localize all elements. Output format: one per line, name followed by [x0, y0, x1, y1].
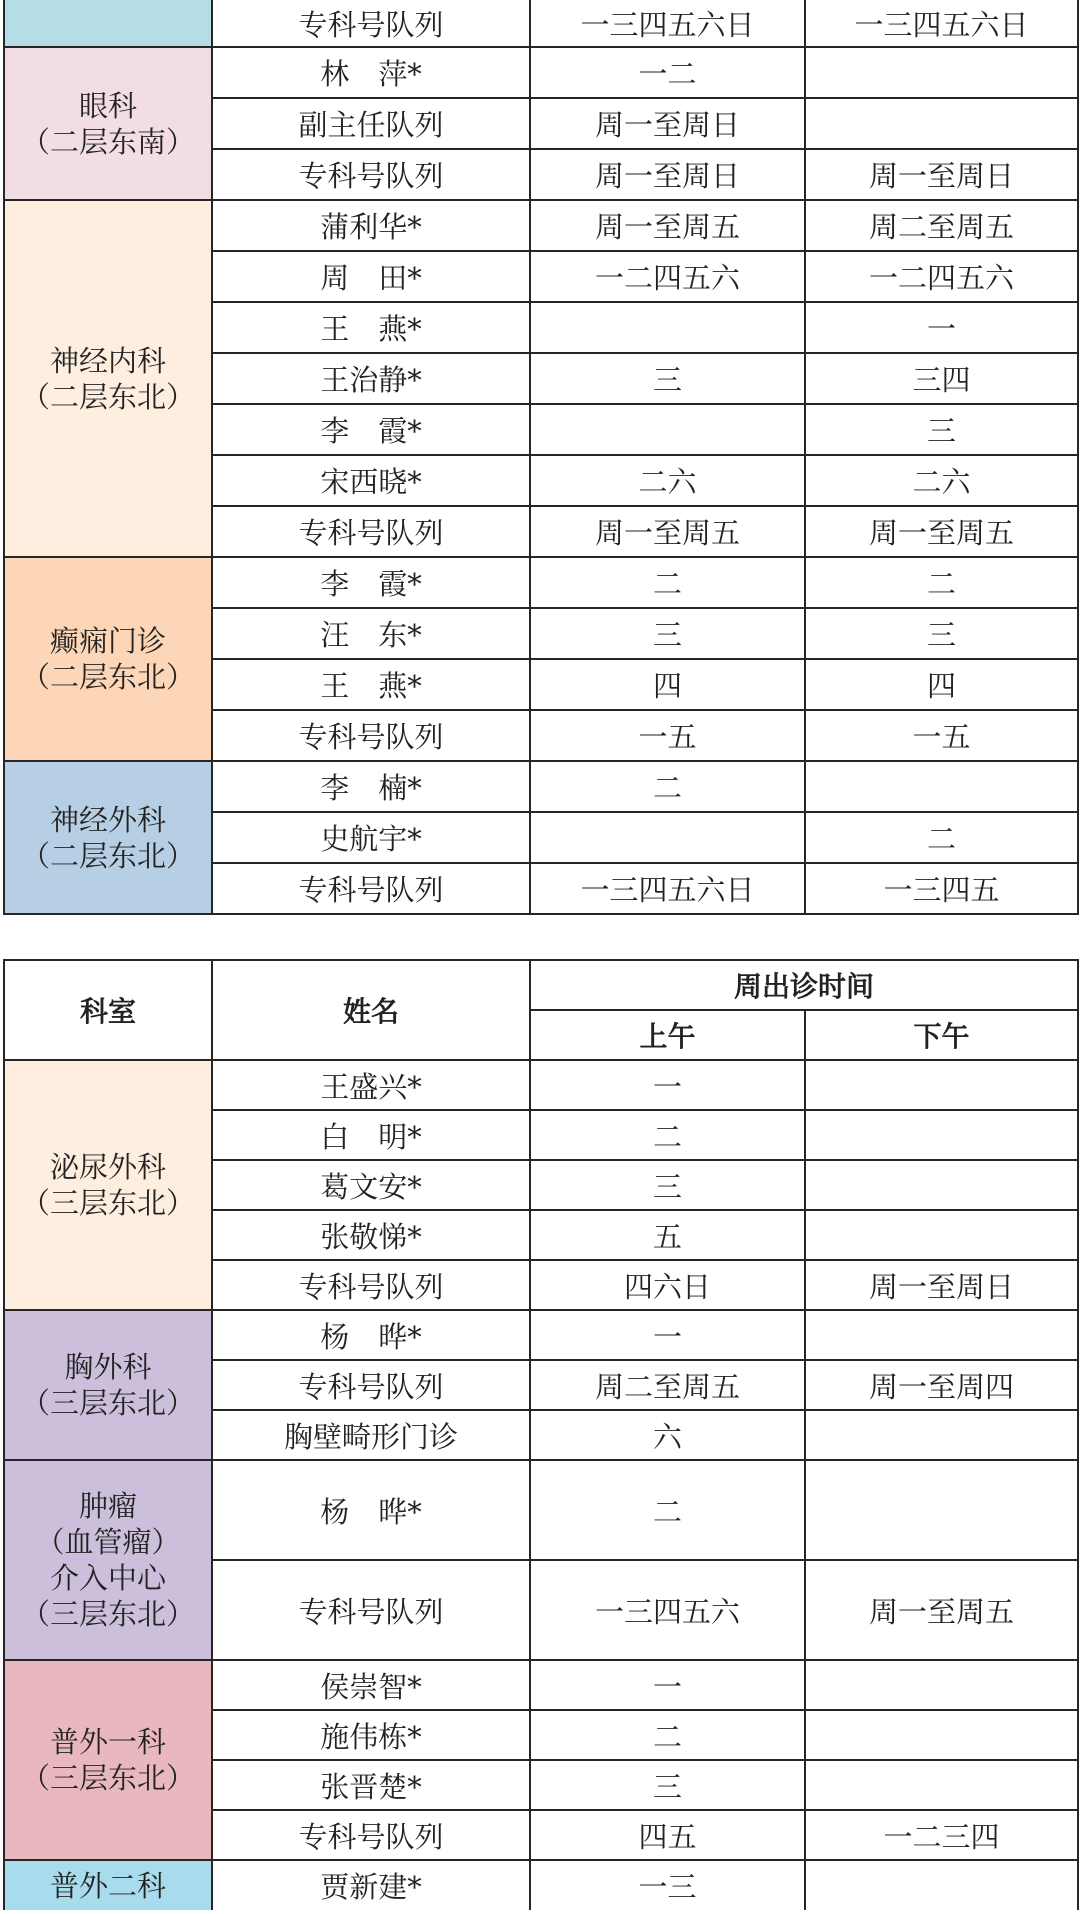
- am-slot-cell: [530, 812, 805, 863]
- pm-slot-cell: 周一至周日: [805, 1260, 1078, 1310]
- table-row: [4, 761, 1078, 812]
- doctor-name-cell: 李 霞*: [212, 557, 530, 608]
- pm-slot-cell: [805, 1060, 1078, 1110]
- pm-slot-cell: [805, 1860, 1078, 1910]
- dept-cell: 普外一科 （三层东北）: [4, 1660, 212, 1860]
- table-row: [4, 1860, 1078, 1910]
- table-row: [4, 200, 1078, 251]
- pm-slot-cell: 四: [805, 659, 1078, 710]
- am-slot-cell: 四五: [530, 1810, 805, 1860]
- doctor-name-cell: 王盛兴*: [212, 1060, 530, 1110]
- schedule-table-header: [4, 960, 1078, 1060]
- am-slot-cell: 六: [530, 1410, 805, 1460]
- doctor-name-cell: 汪 东*: [212, 608, 530, 659]
- dept-cell: 癫痫门诊 （二层东北）: [4, 557, 212, 761]
- am-slot-cell: 二: [530, 557, 805, 608]
- doctor-name-cell: 王治静*: [212, 353, 530, 404]
- pm-slot-cell: 三: [805, 404, 1078, 455]
- header-name: 姓名: [212, 960, 530, 1060]
- pm-slot-cell: [805, 98, 1078, 149]
- pm-slot-cell: [805, 761, 1078, 812]
- am-slot-cell: 周一至周五: [530, 506, 805, 557]
- doctor-name-cell: 贾新建*: [212, 1860, 530, 1910]
- am-slot-cell: 周一至周日: [530, 98, 805, 149]
- pm-slot-cell: [805, 1660, 1078, 1710]
- doctor-name-cell: 林 萍*: [212, 47, 530, 98]
- pm-slot-cell: [805, 1210, 1078, 1260]
- dept-cell: 神经内科 （二层东北）: [4, 200, 212, 557]
- schedule-table-bottom: [3, 959, 1079, 1910]
- pm-slot-cell: 周一至周五: [805, 1560, 1078, 1660]
- am-slot-cell: 二六: [530, 455, 805, 506]
- schedule-table-top: [3, 0, 1079, 915]
- pm-slot-cell: 周二至周五: [805, 200, 1078, 251]
- pm-slot-cell: 三四: [805, 353, 1078, 404]
- table-row: [4, 1060, 1078, 1110]
- table-row: [4, 47, 1078, 98]
- pm-slot-cell: 三: [805, 608, 1078, 659]
- pm-slot-cell: [805, 1310, 1078, 1360]
- doctor-name-cell: 专科号队列: [212, 863, 530, 914]
- pm-slot-cell: 一二三四: [805, 1810, 1078, 1860]
- pm-slot-cell: 二: [805, 812, 1078, 863]
- doctor-name-cell: 专科号队列: [212, 1810, 530, 1860]
- doctor-name-cell: 专科号队列: [212, 1260, 530, 1310]
- pm-slot-cell: 一二四五六: [805, 251, 1078, 302]
- doctor-name-cell: 王 燕*: [212, 302, 530, 353]
- pm-slot-cell: 二: [805, 557, 1078, 608]
- pm-slot-cell: [805, 47, 1078, 98]
- doctor-name-cell: 专科号队列: [212, 149, 530, 200]
- am-slot-cell: [530, 404, 805, 455]
- doctor-name-cell: 侯崇智*: [212, 1660, 530, 1710]
- doctor-name-cell: 张敬悌*: [212, 1210, 530, 1260]
- doctor-name-cell: 专科号队列: [212, 1360, 530, 1410]
- doctor-name-cell: 葛文安*: [212, 1160, 530, 1210]
- am-slot-cell: [530, 302, 805, 353]
- doctor-name-cell: 专科号队列: [212, 1560, 530, 1660]
- dept-cell: [4, 0, 212, 47]
- dept-cell: 胸外科 （三层东北）: [4, 1310, 212, 1460]
- doctor-name-cell: 副主任队列: [212, 98, 530, 149]
- am-slot-cell: 四六日: [530, 1260, 805, 1310]
- am-slot-cell: 一三: [530, 1860, 805, 1910]
- am-slot-cell: 二: [530, 761, 805, 812]
- pm-slot-cell: 周一至周四: [805, 1360, 1078, 1410]
- am-slot-cell: 周二至周五: [530, 1360, 805, 1410]
- am-slot-cell: 一三四五六日: [530, 863, 805, 914]
- table-row: [4, 1660, 1078, 1710]
- header-pm: 下午: [805, 1010, 1078, 1060]
- dept-cell: 肿瘤 （血管瘤） 介入中心 （三层东北）: [4, 1460, 212, 1660]
- dept-cell: 神经外科 （二层东北）: [4, 761, 212, 914]
- am-slot-cell: 五: [530, 1210, 805, 1260]
- pm-slot-cell: 二六: [805, 455, 1078, 506]
- pm-slot-cell: 一五: [805, 710, 1078, 761]
- table-row: [4, 1460, 1078, 1560]
- doctor-name-cell: 张晋楚*: [212, 1760, 530, 1810]
- doctor-name-cell: 专科号队列: [212, 710, 530, 761]
- header-weekly-time: 周出诊时间: [530, 960, 1078, 1010]
- am-slot-cell: 一三四五六: [530, 1560, 805, 1660]
- doctor-name-cell: 宋西晓*: [212, 455, 530, 506]
- doctor-name-cell: 周 田*: [212, 251, 530, 302]
- am-slot-cell: 三: [530, 353, 805, 404]
- doctor-name-cell: 王 燕*: [212, 659, 530, 710]
- am-slot-cell: 二: [530, 1460, 805, 1560]
- am-slot-cell: 四: [530, 659, 805, 710]
- doctor-name-cell: 杨 晔*: [212, 1310, 530, 1360]
- doctor-name-cell: 蒲利华*: [212, 200, 530, 251]
- table-row: [4, 1310, 1078, 1360]
- am-slot-cell: 周一至周五: [530, 200, 805, 251]
- table-row: [4, 0, 1078, 47]
- doctor-name-cell: 史航宇*: [212, 812, 530, 863]
- doctor-name-cell: 李 霞*: [212, 404, 530, 455]
- pm-slot-cell: 一三四五: [805, 863, 1078, 914]
- header-am: 上午: [530, 1010, 805, 1060]
- pm-slot-cell: [805, 1410, 1078, 1460]
- am-slot-cell: 三: [530, 1160, 805, 1210]
- doctor-name-cell: 专科号队列: [212, 0, 530, 47]
- doctor-name-cell: 白 明*: [212, 1110, 530, 1160]
- am-slot-cell: 一: [530, 1310, 805, 1360]
- am-slot-cell: 二: [530, 1710, 805, 1760]
- am-slot-cell: 一: [530, 1660, 805, 1710]
- doctor-name-cell: 专科号队列: [212, 506, 530, 557]
- am-slot-cell: 一: [530, 1060, 805, 1110]
- pm-slot-cell: 一三四五六日: [805, 0, 1078, 47]
- doctor-name-cell: 胸壁畸形门诊: [212, 1410, 530, 1460]
- table-row: [4, 557, 1078, 608]
- doctor-name-cell: 李 楠*: [212, 761, 530, 812]
- dept-cell: 普外二科: [4, 1860, 212, 1910]
- pm-slot-cell: [805, 1460, 1078, 1560]
- pm-slot-cell: [805, 1710, 1078, 1760]
- am-slot-cell: 一二四五六: [530, 251, 805, 302]
- dept-cell: 泌尿外科 （三层东北）: [4, 1060, 212, 1310]
- schedule-table-bottom-body: [4, 1060, 1078, 1910]
- pm-slot-cell: 一: [805, 302, 1078, 353]
- am-slot-cell: 三: [530, 608, 805, 659]
- pm-slot-cell: [805, 1110, 1078, 1160]
- doctor-name-cell: 施伟栋*: [212, 1710, 530, 1760]
- header-dept: 科室: [4, 960, 212, 1060]
- pm-slot-cell: 周一至周五: [805, 506, 1078, 557]
- pm-slot-cell: 周一至周日: [805, 149, 1078, 200]
- am-slot-cell: 二: [530, 1110, 805, 1160]
- am-slot-cell: 一五: [530, 710, 805, 761]
- pm-slot-cell: [805, 1160, 1078, 1210]
- dept-cell: 眼科 （二层东南）: [4, 47, 212, 200]
- doctor-name-cell: 杨 晔*: [212, 1460, 530, 1560]
- am-slot-cell: 一二: [530, 47, 805, 98]
- pm-slot-cell: [805, 1760, 1078, 1810]
- am-slot-cell: 一三四五六日: [530, 0, 805, 47]
- am-slot-cell: 周一至周日: [530, 149, 805, 200]
- schedule-table-top-body: [4, 0, 1078, 914]
- am-slot-cell: 三: [530, 1760, 805, 1810]
